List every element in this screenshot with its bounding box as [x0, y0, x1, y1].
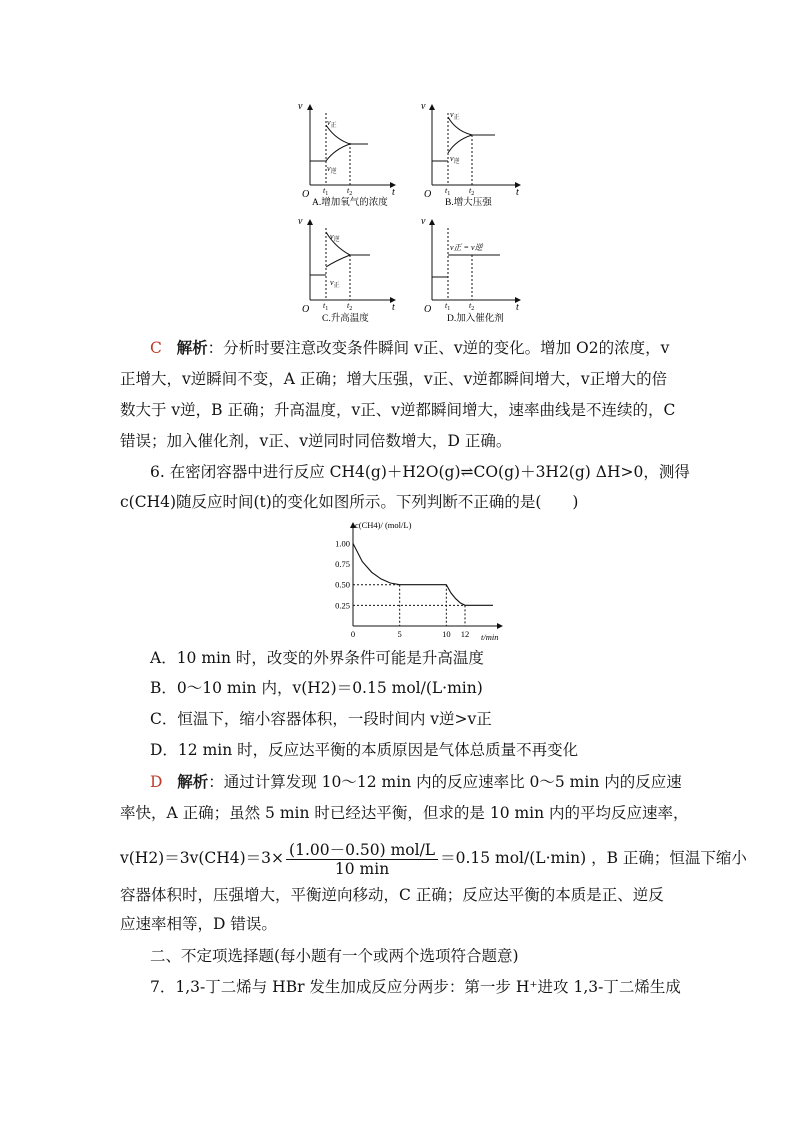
svg-text:t2: $t_2$ — [469, 186, 475, 197]
svg-text:v正 = v逆: v正 = v逆 — [450, 243, 483, 252]
svg-text:t1: $t_1$ — [445, 301, 451, 312]
graph-c — [298, 216, 395, 324]
svg-text:t: t — [516, 187, 519, 198]
graphs-figure — [280, 95, 540, 325]
x-axis-arrow — [497, 623, 503, 629]
svg-text:B.增大压强: B.增大压强 — [445, 198, 492, 208]
graph-d — [421, 216, 520, 324]
q6-explain-line-5: 应速率相等，D 错误。 — [120, 915, 277, 933]
svg-text:t2: $t_2$ — [347, 186, 353, 197]
svg-text:t1: $t_1$ — [323, 301, 329, 312]
graph-a — [298, 101, 395, 208]
svg-text:O: O — [424, 304, 432, 315]
q6-option-c: C．恒温下，缩小容器体积，一段时间内 v逆>v正 — [150, 710, 492, 728]
q5-explain-line-3: 数大于 v逆，B 正确；升高温度，v正、v逆都瞬间增大，速率曲线是不连续的，C — [120, 401, 676, 419]
y-tick-label: 0.25 — [335, 600, 350, 611]
q5-explain-label: 解析 — [176, 338, 208, 357]
svg-text:t1: $t_1$ — [445, 186, 451, 197]
q6-option-b: B．0～10 min 内，v(H2)＝0.15 mol/(L·min) — [150, 679, 483, 697]
q5-explain-line-2: 正增大，v逆瞬间不变，A 正确；增大压强，v正、v逆都瞬间增大，v正增大的倍 — [120, 370, 668, 388]
q6-stem-line-2: c(CH4)随反应时间(t)的变化如图所示。下列判断不正确的是( ) — [120, 493, 579, 511]
svg-text:v: v — [298, 216, 303, 227]
x-tick-label: 5 — [397, 629, 402, 639]
q6-explain-line-2: 率快，A 正确；虽然 5 min 时已经达平衡，但求的是 10 min 内的平均反应速率， — [120, 804, 689, 822]
q6-explain-line-1: D 解析：通过计算发现 10～12 min 内的反应速率比 0～5 min 内的反应速 — [150, 772, 682, 791]
x-tick-label: 0 — [350, 629, 356, 639]
svg-text:v逆: $v_逆$ — [450, 154, 460, 165]
series-line-ch4 — [353, 543, 493, 605]
q6-explain-line-3: v(H2)＝3v(CH4)＝3× $\frac{\text{(1.00－0.50) mol/L}}{10 \min}$ ＝0.15 mol/(L·min) ，B 正确；恒温下缩小 — [120, 840, 747, 878]
y-axis-label: c(CH4)/ (mol/L) — [355, 520, 412, 530]
q6-explain-label: 解析 — [177, 772, 209, 791]
q6-option-d: D．12 min 时，反应达平衡的本质原因是气体总质量不再变化 — [150, 741, 579, 759]
svg-text:v逆: $v_逆$ — [327, 164, 337, 175]
q5-explain-line-1: C 解析：分析时要注意改变条件瞬间 v正、v逆的变化。增加 O2的浓度，v — [150, 338, 670, 357]
rate-fraction: $\frac{\text{(1.00－0.50) mol/L}}{10 \min}$ — [286, 841, 438, 878]
x-tick-label: 12 — [460, 629, 470, 639]
svg-text:O: O — [424, 189, 432, 200]
q6-answer: D — [150, 773, 163, 791]
y-tick-label: 0.50 — [335, 579, 350, 590]
section-2-heading: 二、不定项选择题(每小题有一个或两个选项符合题意) — [150, 947, 519, 965]
svg-text:t: t — [392, 302, 395, 313]
svg-text:v: v — [421, 216, 426, 227]
svg-text:O: O — [302, 189, 310, 200]
x-axis-label: t/min — [481, 632, 499, 640]
svg-text:C.升高温度: C.升高温度 — [322, 314, 369, 324]
x-tick-label: 10 — [442, 629, 451, 639]
q5-answer: C — [150, 339, 162, 357]
svg-text:t1: $t_1$ — [323, 186, 329, 197]
svg-text:v: v — [298, 101, 303, 112]
svg-text:t: t — [392, 187, 395, 198]
q6-chart — [320, 518, 505, 640]
svg-text:v逆: $v_逆$ — [330, 232, 340, 243]
svg-text:t2: $t_2$ — [469, 301, 475, 312]
q6-option-a: A．10 min 时，改变的外界条件可能是升高温度 — [150, 649, 484, 667]
graph-b — [421, 101, 520, 208]
y-tick-label: 0.75 — [335, 559, 350, 570]
svg-text:v正: $v_正$ — [450, 110, 460, 121]
svg-text:v正: $v_正$ — [327, 118, 337, 129]
svg-text:A.增加氧气的浓度: A.增加氧气的浓度 — [312, 198, 388, 208]
y-tick-label: 1.00 — [335, 538, 350, 549]
svg-text:O: O — [302, 304, 310, 315]
svg-text:v: v — [421, 101, 426, 112]
svg-text:t: t — [516, 302, 519, 313]
q6-explain-line-4: 容器体积时，压强增大，平衡逆向移动，C 正确；反应达平衡的本质是正、逆反 — [120, 886, 664, 904]
svg-text:D.加入催化剂: D.加入催化剂 — [447, 314, 504, 324]
svg-text:v正: $v_正$ — [330, 278, 340, 289]
q5-explain-line-4: 错误；加入催化剂，v正、v逆同时同倍数增大，D 正确。 — [120, 432, 512, 450]
q6-stem-line-1: 6. 在密闭容器中进行反应 CH4(g)＋H2O(g)⇌CO(g)＋3H2(g) ΔH>0，测得 — [150, 463, 690, 481]
q7-stem: 7．1,3-丁二烯与 HBr 发生加成反应分两步：第一步 H⁺进攻 1,3-丁二烯生成 — [150, 978, 681, 996]
svg-text:t2: $t_2$ — [347, 301, 353, 312]
